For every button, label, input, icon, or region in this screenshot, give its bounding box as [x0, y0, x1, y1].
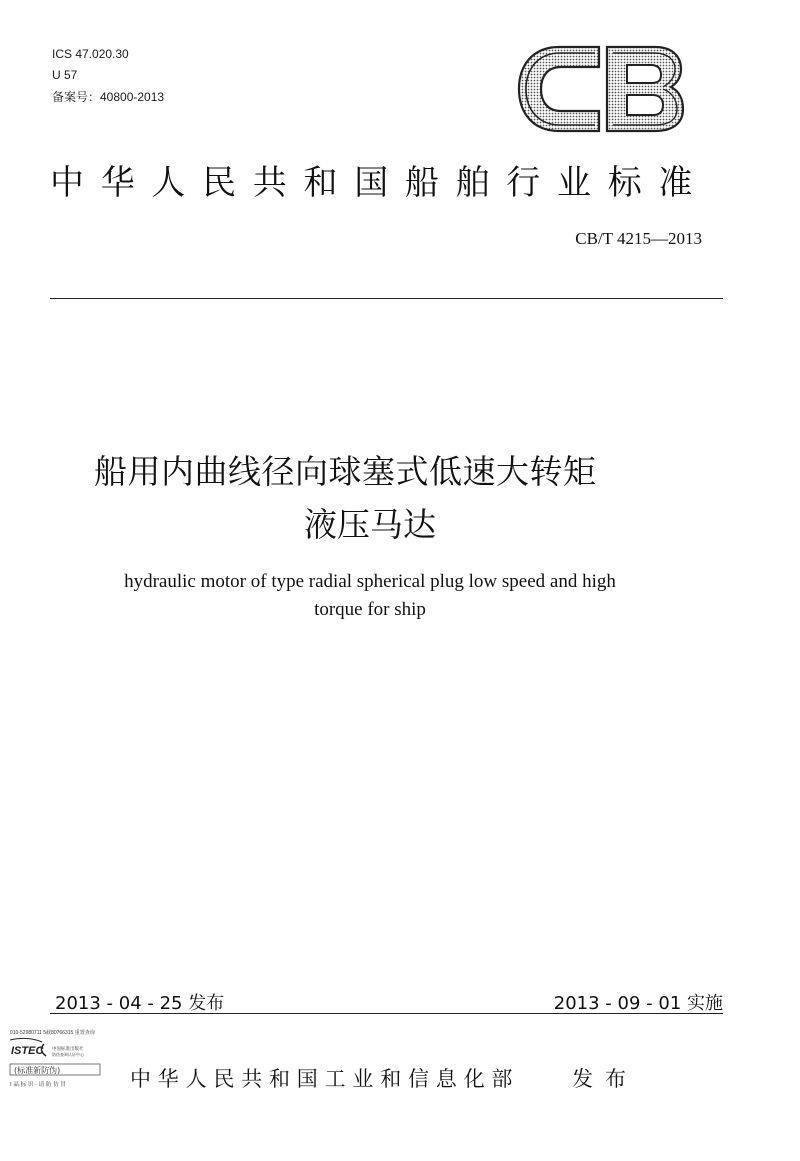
classification-code: U 57 — [52, 68, 78, 82]
title-english-line-2: torque for ship — [314, 599, 426, 620]
svg-text:ISTEC: ISTEC — [11, 1045, 44, 1057]
svg-text:防伪查询认证中心: 防伪查询认证中心 — [52, 1052, 84, 1057]
footer-divider — [50, 1013, 723, 1014]
title-chinese-line-1: 船用内曲线径向球塞式低速大转矩 — [94, 452, 597, 491]
svg-text:(标准新防伪): (标准新防伪) — [14, 1066, 61, 1075]
standard-number: CB/T 4215—2013 — [575, 229, 702, 248]
title-chinese-line-2: 液压马达 — [304, 505, 436, 544]
filing-number: 备案号：40800-2013 — [52, 90, 165, 104]
title-english-line-1: hydraulic motor of type radial spherical plug low speed and high — [124, 571, 616, 592]
publish-label: 发布 — [572, 1067, 638, 1091]
implementation-date: 2013 - 09 - 01 实施 — [553, 993, 723, 1014]
anti-counterfeit-stamp — [8, 1026, 108, 1096]
header-title: 中华人民共和国船舶行业标准 — [50, 163, 710, 203]
ics-code: ICS 47.020.30 — [52, 47, 129, 61]
publisher-name: 中华人民共和国工业和信息化部 — [130, 1067, 520, 1091]
svg-text:010-52980711 5截80766315 重置查询: 010-52980711 5截80766315 重置查询 — [10, 1030, 95, 1036]
svg-text:中国标准出版社: 中国标准出版社 — [52, 1047, 84, 1052]
header-divider — [50, 298, 723, 299]
svg-text:I 晶 标 识 · 请 防 仿 冒: I 晶 标 识 · 请 防 仿 冒 — [10, 1082, 66, 1088]
cb-logo-icon — [515, 43, 687, 135]
issue-date: 2013 - 04 - 25 发布 — [55, 993, 225, 1014]
